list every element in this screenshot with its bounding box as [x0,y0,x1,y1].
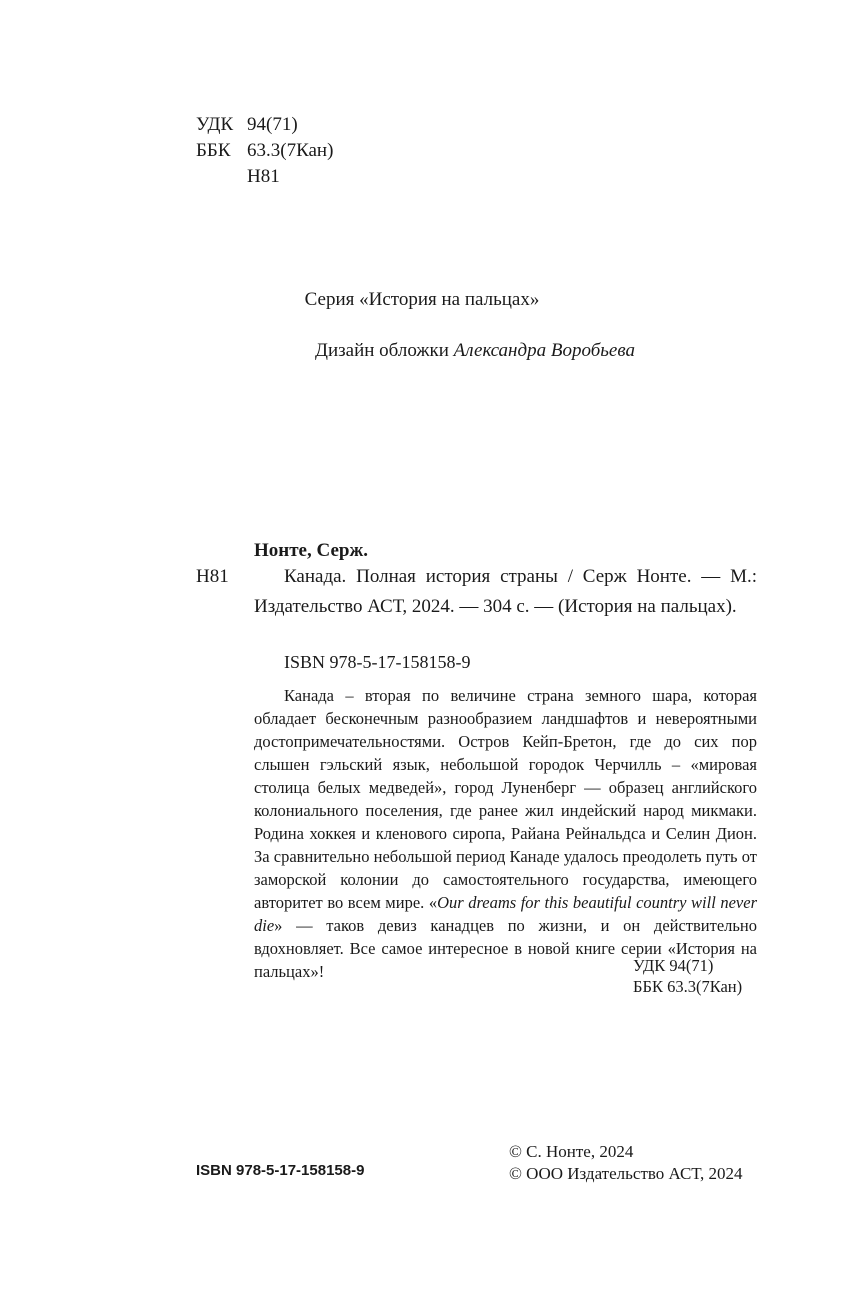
isbn-card: ISBN 978-5-17-158158-9 [284,652,471,672]
bibliographic-description: Канада. Полная история страны / Серж Нонте. — М.: Издательство АСТ, 2024. — 304 с. — (История на пальцах). [254,566,757,617]
author-mark-card: Н81 [196,566,229,587]
udk-label: УДК [196,114,234,135]
copyright-author: © С. Нонте, 2024 [509,1142,634,1161]
bbk-card: ББК 63.3(7Кан) [633,977,743,996]
isbn-footer: ISBN 978-5-17-158158-9 [196,1162,365,1179]
series-title: Серия «История на пальцах» [304,289,540,310]
cover-design-credit [53,340,844,362]
author-heading: Нонте, Серж. [254,540,368,561]
copyright-publisher: © ООО Издательство АСТ, 2024 [509,1164,743,1183]
udk-card: УДК 94(71) [633,956,714,975]
bbk-label: ББК [196,140,231,161]
cover-designer-name: Александра Воробьева [453,340,635,361]
annotation-motto: Our dreams for this beautiful country will never die [254,893,757,935]
bbk-value: 63.3(7Кан) [247,140,334,161]
annotation-text-1: Канада – вторая по величине страна земного шара, которая обладает бесконечным разнообразием ландшафтов и невероятными достопримечательностями. Остров Кейп-Бретон, где до сих пор слышен гэльский язык, небольшой городок Черчилль – «мировая столица белых медведей», город Луненберг — образец английского колониального поселения, где ранее жил индейский народ микмаки. Родина хоккея и кленового сиропа, Райана Рейнальдса и Селин Дион. За сравнительно небольшой период Канаде удалось преодолеть путь от заморской колонии до самостоятельного государства, имеющего авторитет во всем мире. « [254,686,757,912]
annotation-text-2: » — таков девиз канадцев по жизни, и он действительно вдохновляет. Все самое интересное в новой книге серии «История на пальцах»! [254,916,757,981]
annotation [254,684,757,983]
udk-value: 94(71) [247,114,298,135]
cover-design-prefix: Дизайн обложки [315,340,449,361]
author-mark-top: Н81 [247,166,280,187]
